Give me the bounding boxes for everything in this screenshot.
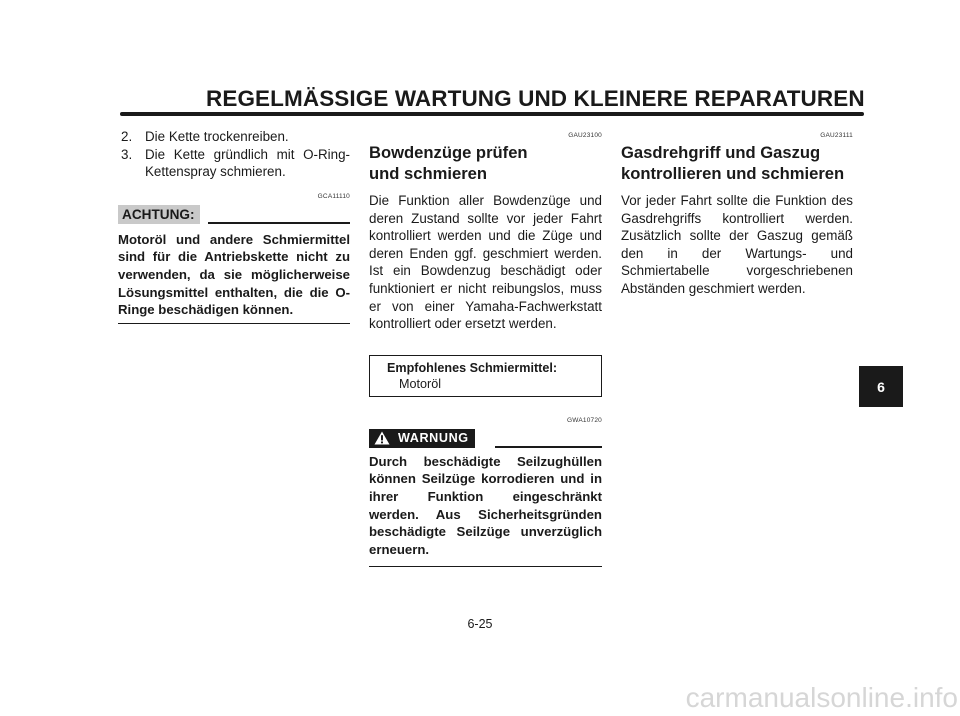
page-header-title: REGELMÄSSIGE WARTUNG UND KLEINERE REPARATUREN: [206, 86, 865, 111]
step-number: 2.: [121, 129, 133, 144]
header-rule: [120, 112, 864, 116]
warning-badge: [369, 429, 475, 448]
warning-header: [369, 429, 602, 448]
step-item: [118, 128, 350, 146]
warning-triangle-icon: [374, 431, 390, 445]
section-code: GAU23111: [820, 132, 853, 139]
section-code: GAU23100: [568, 132, 602, 139]
notice-rule: [208, 222, 351, 224]
notice-label: ACHTUNG:: [118, 205, 200, 224]
section-body: Vor jeder Fahrt sollte die Funktion des Gasdrehgriffs kontrolliert werden. Zusätzlich sollte der Gaszug gemäß den in der Wartungs- und Schmiertabelle vorgeschriebenen Abständen geschmiert werden.: [621, 193, 853, 296]
step-number: 3.: [121, 146, 133, 162]
watermark: carmanualsonline.info: [685, 682, 958, 713]
section-title: Gasdrehgriff und Gaszug kontrollieren und schmieren: [621, 143, 845, 183]
column-middle: [369, 128, 602, 567]
step-text: Die Kette trockenreiben.: [145, 129, 289, 144]
warning-label: WARNUNG: [398, 430, 469, 445]
page-number: 6-25: [467, 617, 493, 631]
warning-text: Durch beschädigte Seilzughüllen können Seilzüge korrodieren und in ihrer Funktion eingeschränkt werden. Aus Sicherheitsgründen beschädigte Seilzüge unverzüglich erneuern.: [369, 453, 602, 568]
lubricant-value: Motoröl: [399, 376, 441, 391]
warning-rule: [495, 446, 602, 448]
section-title: Bowdenzüge prüfen und schmieren: [369, 143, 528, 183]
lubricant-title: Empfohlenes Schmiermittel:: [387, 360, 558, 375]
notice-header: [118, 205, 350, 224]
notice-text: Motoröl und andere Schmiermittel sind für die Antriebskette nicht zu verwenden, da sie möglicherweise Lösungsmittel enthalten, die die O-Ringe beschädigen können.: [118, 231, 350, 324]
column-right: [621, 128, 853, 298]
column-left: [118, 128, 350, 324]
notice-code: GCA11110: [317, 192, 350, 200]
chapter-tab: 6: [859, 366, 903, 407]
step-item: [118, 146, 350, 181]
warning-code: GWA10720: [567, 416, 602, 424]
section-body: Die Funktion aller Bowdenzüge und deren Zustand sollte vor jeder Fahrt kontrolliert werden und die Züge und deren Enden ggf. geschmiert werden. Ist ein Bowdenzug beschädigt oder funktioniert er nicht reibungslos, muss er von einer Yamaha-Fachwerkstatt kontrolliert oder ersetzt werden.: [369, 193, 602, 332]
lubricant-box: [369, 355, 602, 397]
step-text: Die Kette gründlich mit O-Ring-Kettenspray schmieren.: [145, 146, 350, 180]
